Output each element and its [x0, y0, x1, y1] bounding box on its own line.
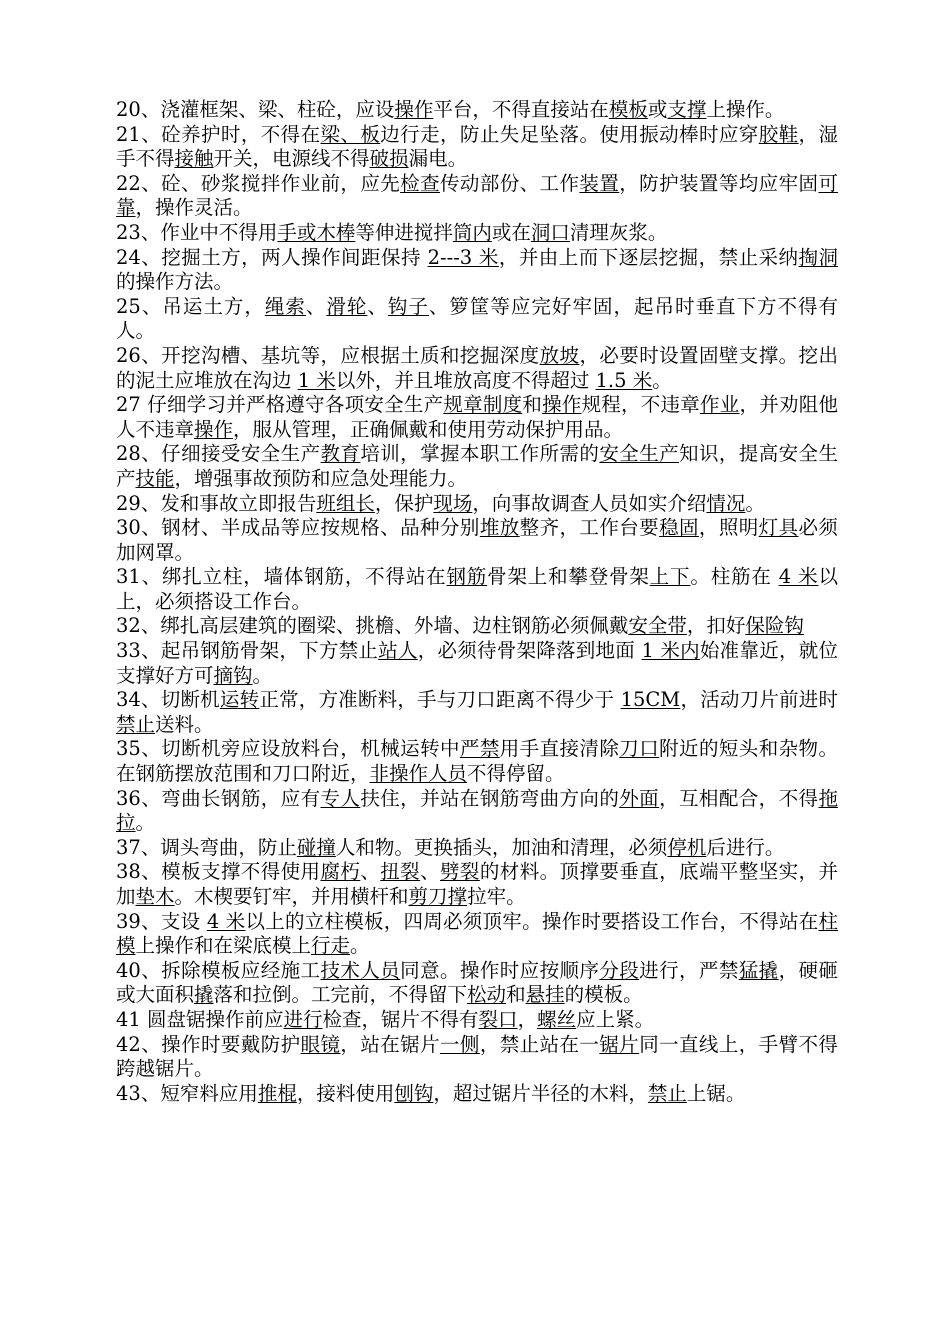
underlined-term: 1.5 米 [595, 368, 653, 392]
rule-text: 后进行。 [706, 835, 785, 859]
underlined-term: 劈裂 [440, 860, 480, 884]
underlined-term: 现场 [433, 491, 473, 515]
rule-paragraph [116, 246, 838, 295]
underlined-term: 操作 [542, 393, 582, 417]
rule-text: ，接料使用 [296, 1081, 395, 1105]
underlined-term: 运转 [219, 688, 260, 712]
underlined-term: 专人 [320, 786, 361, 810]
rule-text: 28、仔细接受安全生产 [116, 442, 321, 466]
rule-text: 40、拆除模板应经施工 [116, 958, 321, 982]
underlined-term: 松动 [467, 983, 507, 1007]
rule-text: 整齐，工作台要 [519, 516, 660, 540]
rule-text: 30、钢材、半成品等应按规格、品种分别 [116, 516, 480, 540]
underlined-term: 剪刀撑 [408, 885, 468, 908]
rule-text: 的材料。顶撑要垂直，底端平整坚实，并加 [116, 860, 838, 908]
underlined-term: 保险钩 [745, 614, 804, 638]
rule-text: 应上紧。 [576, 1007, 655, 1031]
rule-text: 和 [506, 983, 526, 1007]
underlined-term: 外面 [619, 786, 660, 810]
underlined-term: 安全带 [628, 614, 687, 638]
rule-text: 。木楔要钉牢，并用横杆和 [174, 885, 409, 908]
rule-text: 。 [135, 811, 156, 835]
rule-text: 清理灰浆。 [569, 220, 668, 244]
rule-text: 42、操作时要戴防护 [116, 1032, 301, 1056]
rule-text: 和 [522, 393, 543, 417]
underlined-term: 检查 [400, 171, 440, 195]
rule-text: 22、砼、砂浆搅拌作业前，应先 [116, 171, 401, 195]
rule-text: 以上，必须搭设工作台。 [116, 565, 838, 613]
underlined-term: 1 米内 [641, 639, 700, 663]
rule-text: ，超过锯片半径的木料， [433, 1081, 648, 1105]
rule-text: 25、吊运土方， [116, 294, 265, 318]
rule-text: 边行走，防止失足坠落。使用振动棒时应穿 [380, 122, 759, 146]
underlined-term: 接触 [174, 147, 214, 171]
rule-text: 38、模板支撑不得使用 [116, 860, 321, 884]
rule-text: 31、绑扎立柱，墙体钢筋，不得站在 [116, 565, 447, 589]
rule-text: 上操作和在梁底模上 [135, 934, 312, 958]
underlined-term: 模板 [608, 98, 648, 121]
rule-paragraph [116, 1033, 838, 1082]
rule-text: ，保护 [374, 491, 434, 515]
underlined-term: 放坡 [539, 343, 580, 367]
rule-text: 32、绑扎高层建筑的圈梁、挑檐、外墙、边柱钢筋必须佩戴 [116, 614, 629, 638]
rule-text: ，并劝阻他人不违章 [116, 393, 838, 441]
underlined-term: 2---3 米 [427, 245, 499, 269]
underlined-term: 垫木 [135, 885, 175, 908]
underlined-term: 稳固 [659, 516, 699, 540]
rule-paragraph [116, 98, 838, 123]
rule-text: ，站在锯片 [340, 1032, 440, 1056]
rule-text: 、箩筐等应完好牢固，起吊时垂直下方不得有人。 [116, 294, 838, 343]
rule-text: 落和拉倒。工完前，不得留下 [213, 983, 468, 1007]
rule-text: ，并由上而下逐层挖掘，禁止采纳 [498, 245, 799, 269]
underlined-term: 猛撬 [738, 958, 779, 982]
underlined-term: 破损 [369, 147, 409, 171]
rule-text: ，活动刀片前进时 [680, 688, 838, 712]
rule-text: 始准靠近，就位支撑好方可 [116, 639, 838, 687]
rule-text: ，增强事故预防和应急处理能力。 [174, 466, 468, 490]
rule-text: 附近的短头和杂物。在钢筋摆放范围和刀口附近， [116, 737, 838, 786]
rule-text: 、 [360, 860, 381, 884]
rule-text: ，必要时设置固壁支撑。挖出的泥土应堆放在沟边 [116, 343, 838, 392]
rule-paragraph [116, 172, 838, 221]
underlined-term: 梁、板 [320, 122, 381, 146]
rule-text: 36、弯曲长钢筋，应有 [116, 786, 321, 810]
rule-text: 。 [350, 934, 370, 958]
rule-text: 33、起吊钢筋骨架，下方禁止 [116, 639, 379, 663]
rule-text: 传动部份、工作 [440, 171, 580, 195]
underlined-term: 螺丝 [537, 1007, 577, 1031]
rule-paragraph [116, 123, 838, 172]
rule-paragraph [116, 860, 838, 909]
rule-text: 培训，掌握本职工作所需的 [360, 442, 600, 466]
underlined-term: 胶鞋 [758, 122, 799, 146]
underlined-term: 洞口 [530, 220, 570, 244]
rule-paragraph [116, 565, 838, 614]
underlined-term: 技能 [135, 466, 175, 490]
underlined-term: 操作 [194, 417, 234, 441]
rule-text: 43、短窄料应用 [116, 1081, 258, 1105]
rule-paragraph [116, 787, 838, 836]
rule-text: 必须加网罩。 [116, 516, 838, 564]
safety-rules-list [116, 98, 838, 1106]
rule-text: 。 [652, 368, 672, 392]
underlined-term: 1 米 [297, 368, 336, 392]
rule-text: 、 [305, 294, 327, 318]
rule-text: 进行，严禁 [639, 958, 739, 982]
rule-text: ，操作灵活。 [135, 196, 253, 220]
rule-text: 同意。操作时应按顺序 [400, 958, 600, 982]
rule-text: ，服从管理，正确佩戴和使用劳动保护用品。 [233, 417, 624, 441]
rule-text: 、 [420, 860, 441, 884]
rule-text: 送料。 [155, 712, 214, 736]
rule-text: 的模板。 [564, 983, 643, 1007]
underlined-term: 滑轮 [326, 294, 368, 318]
rule-paragraph [116, 295, 838, 344]
rule-text: 34、切断机 [116, 688, 220, 712]
rule-paragraph [116, 959, 838, 1008]
underlined-term: 班组长 [316, 491, 375, 515]
underlined-term: 操作 [394, 98, 434, 121]
rule-text: 用手直接清除 [499, 737, 620, 761]
underlined-term: 堆放 [479, 516, 520, 540]
rule-text: 正常，方准断料，手与刀口距离不得少于 [259, 688, 621, 712]
underlined-term: 停机 [667, 835, 707, 859]
rule-paragraph [116, 614, 838, 639]
underlined-term: 拖拉 [116, 786, 838, 835]
underlined-term: 禁止 [116, 712, 156, 736]
underlined-term: 撬 [194, 983, 214, 1007]
rule-text: 人和物。更换插头，加油和清理，必须 [335, 835, 668, 859]
rule-text: 、 [367, 294, 388, 318]
rule-text: ，禁止站在一 [479, 1032, 600, 1056]
rule-text: 23、作业中不得用 [116, 220, 278, 244]
underlined-term: 钢筋 [446, 565, 488, 589]
underlined-term: 上下 [649, 565, 691, 589]
rule-text: 规程，不违章 [581, 393, 701, 417]
rule-text: 27 仔细学习并严格遵守各项安全生产 [116, 393, 444, 417]
underlined-term: 腐朽 [320, 860, 361, 884]
rule-text: 上操作。 [706, 98, 785, 121]
rule-text: 37、调头弯曲，防止 [116, 835, 297, 859]
underlined-term: 灯具 [758, 516, 799, 540]
underlined-term: 站人 [378, 639, 418, 663]
underlined-term: 行走 [311, 934, 351, 958]
rule-text: 39、支设 [116, 909, 207, 933]
rule-text: ，互相配合，不得 [659, 786, 819, 810]
rule-text: 或在 [491, 220, 531, 244]
underlined-term: 锯片 [599, 1032, 640, 1056]
rule-text: 。柱筋在 [690, 565, 779, 589]
rule-text: 的操作方法。 [116, 270, 234, 294]
rule-paragraph [116, 1082, 838, 1107]
underlined-term: 15CM [620, 688, 681, 712]
underlined-term: 禁止 [647, 1081, 687, 1105]
rule-text: 20、浇灌框架、梁、柱砼，应设 [116, 98, 395, 121]
underlined-term: 悬挂 [525, 983, 565, 1007]
rule-paragraph [116, 836, 838, 861]
underlined-term: 刨钩 [394, 1081, 434, 1105]
underlined-term: 刀口 [619, 737, 660, 761]
underlined-term: 教育 [320, 442, 361, 466]
rule-text: 检查，锯片不得有 [322, 1007, 479, 1031]
underlined-term: 技术人员 [320, 958, 401, 982]
rule-text: 知识，提高安全生产 [116, 442, 838, 490]
underlined-term: 安全生产 [599, 442, 680, 466]
underlined-term: 可靠 [116, 171, 838, 220]
rule-paragraph [116, 910, 838, 959]
underlined-term: 裂口 [478, 1007, 518, 1031]
underlined-term: 手或木棒 [277, 220, 356, 244]
rule-paragraph [116, 639, 838, 688]
rule-paragraph [116, 442, 838, 491]
rule-text: 26、开挖沟槽、基坑等，应根据土质和挖掘深度 [116, 343, 540, 367]
rule-paragraph [116, 221, 838, 246]
rule-paragraph [116, 688, 838, 737]
rule-text: 21、砼养护时，不得在 [116, 122, 321, 146]
rule-text: 平台，不得直接站在 [433, 98, 609, 121]
underlined-term: 非操作人员 [369, 762, 468, 786]
underlined-term: 扭裂 [380, 860, 421, 884]
rule-text: ，向事故调查人员如实介绍 [472, 491, 707, 515]
underlined-term: 情况 [706, 491, 746, 515]
rule-text: 或 [647, 98, 668, 121]
rule-text: 扶住，并站在钢筋弯曲方向的 [360, 786, 620, 810]
underlined-term: 钩子 [387, 294, 429, 318]
rule-text: 以上的立柱模板，四周必须顶牢。操作时要搭设工作台，不得站在 [245, 909, 819, 933]
rule-paragraph [116, 516, 838, 565]
rule-paragraph [116, 393, 838, 442]
rule-text: ，湿手不得 [116, 122, 838, 171]
underlined-term: 推棍 [257, 1081, 297, 1105]
rule-text: 。 [745, 491, 765, 515]
underlined-term: 支撑 [667, 98, 707, 121]
rule-text: 以外，并且堆放高度不得超过 [335, 368, 596, 392]
underlined-term: 严禁 [459, 737, 500, 761]
underlined-term: 掏洞 [798, 245, 838, 269]
rule-text: 等伸进搅拌 [355, 220, 453, 244]
underlined-term: 分段 [599, 958, 640, 982]
underlined-term: 眼镜 [300, 1032, 341, 1056]
underlined-term: 4 米 [778, 565, 819, 589]
underlined-term: 进行 [283, 1007, 323, 1031]
underlined-term: 作业 [700, 393, 740, 417]
rule-text: ，防护装置等均应牢固 [619, 171, 819, 195]
rule-text: 漏电。 [408, 147, 468, 171]
rule-text: 29、发和事故立即报告 [116, 491, 317, 515]
underlined-term: 绳索 [264, 294, 306, 318]
rule-text: ，必须待骨架降落到地面 [417, 639, 642, 663]
underlined-term: 一侧 [440, 1032, 480, 1056]
rule-text: 同一直线上，手臂不得跨越锯片。 [116, 1032, 838, 1081]
rule-text: 骨架上和攀登骨架 [487, 565, 650, 589]
rule-text: 41 圆盘锯操作前应 [116, 1007, 284, 1031]
rule-text: ，照明 [698, 516, 759, 540]
rule-text: 不得停留。 [467, 762, 565, 786]
rule-paragraph [116, 1008, 838, 1033]
underlined-term: 摘钩 [213, 663, 253, 687]
rule-text: 。 [252, 663, 273, 687]
underlined-term: 柱模 [116, 909, 838, 958]
rule-text: 拉牢。 [467, 885, 526, 908]
rule-paragraph [116, 492, 838, 517]
underlined-term: 碰撞 [296, 835, 336, 859]
underlined-term: 筒内 [452, 220, 492, 244]
rule-text: 24、挖掘土方，两人操作间距保持 [116, 245, 428, 269]
rule-text: ，硬砸或大面积 [116, 958, 838, 1007]
underlined-term: 装置 [579, 171, 620, 195]
rule-text: ，扣好 [686, 614, 746, 638]
rule-paragraph [116, 737, 838, 786]
rule-text: 上锯。 [686, 1081, 746, 1105]
rule-text: 35、切断机旁应设放料台，机械运转中 [116, 737, 460, 761]
underlined-term: 规章制度 [443, 393, 523, 417]
rule-paragraph [116, 344, 838, 393]
rule-text: ， [517, 1007, 538, 1031]
underlined-term: 4 米 [206, 909, 246, 933]
rule-text: 开关，电源线不得 [213, 147, 370, 171]
